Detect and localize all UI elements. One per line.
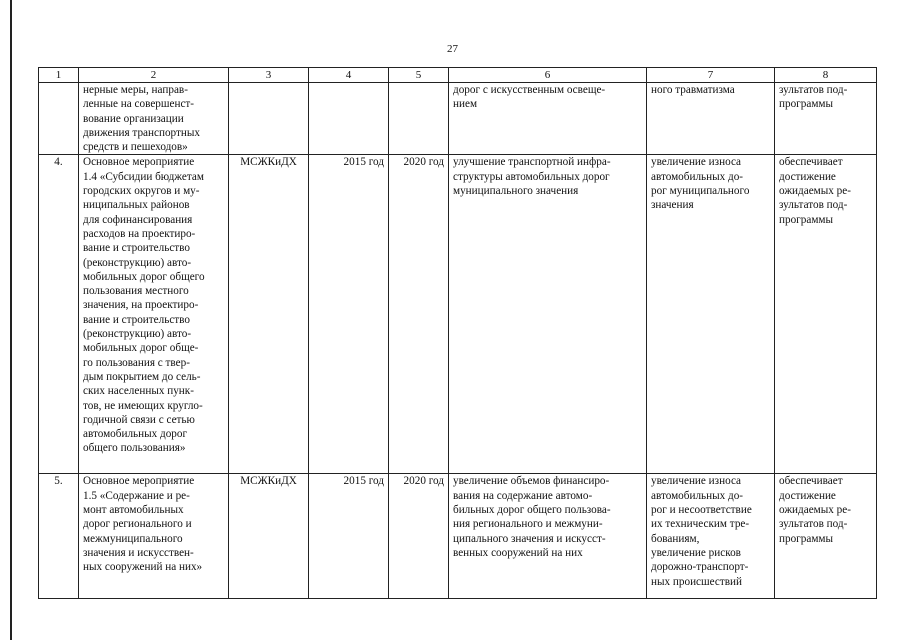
table-row bbox=[39, 83, 877, 155]
end-year bbox=[389, 83, 449, 155]
non-implementation-consequence: увеличение износа автомобильных до- рог и несоответствие их техническим тре- бованиям, увеличение рисков дорожно-транспорт- ных происшествий bbox=[647, 474, 775, 599]
column-number: 4 bbox=[309, 68, 389, 83]
program-link: зультатов под- программы bbox=[775, 83, 877, 155]
start-year: 2015 год bbox=[309, 155, 389, 474]
table-row bbox=[39, 155, 877, 474]
row-number bbox=[39, 83, 79, 155]
table-row bbox=[39, 474, 877, 599]
column-number: 5 bbox=[389, 68, 449, 83]
end-year: 2020 год bbox=[389, 474, 449, 599]
start-year: 2015 год bbox=[309, 474, 389, 599]
program-link: обеспечивает достижение ожидаемых ре- зультатов под- программы bbox=[775, 474, 877, 599]
column-number-row bbox=[39, 68, 877, 83]
column-number: 3 bbox=[229, 68, 309, 83]
column-number: 2 bbox=[79, 68, 229, 83]
non-implementation-consequence: ного травматизма bbox=[647, 83, 775, 155]
row-number: 5. bbox=[39, 474, 79, 599]
measures-table bbox=[38, 67, 877, 599]
measure-name: нерные меры, направ- ленные на совершенст- вование организации движения транспортных средств и пешеходов» bbox=[79, 83, 229, 155]
program-link: обеспечивает достижение ожидаемых ре- зультатов под- программы bbox=[775, 155, 877, 474]
executor: МСЖКиДХ bbox=[229, 155, 309, 474]
non-implementation-consequence: увеличение износа автомобильных до- рог муниципального значения bbox=[647, 155, 775, 474]
measure-name: Основное мероприятие 1.4 «Субсидии бюджетам городских округов и му- ниципальных районов для софинансирования расходов на проектиро- вание и строительство (реконструкцию) авто- мобильных дорог общего пользования местного значения, на проектиро- вание и строительство (реконструкцию) авто- мобильных дорог обще- го пользования с твер- дым покрытием до сель- ских населенных пунк- тов, не имеющих кругло- годичной связи с сетью автомобильных дорог общего пользования» bbox=[79, 155, 229, 474]
column-number: 6 bbox=[449, 68, 647, 83]
expected-result: увеличение объемов финансиро- вания на содержание автомо- бильных дорог общего пользова- ния регионального и межмуни- ципального значения и искусст- венных сооружений на них bbox=[449, 474, 647, 599]
expected-result: дорог с искусственным освеще- нием bbox=[449, 83, 647, 155]
page-number: 27 bbox=[447, 43, 458, 55]
column-number: 1 bbox=[39, 68, 79, 83]
column-number: 7 bbox=[647, 68, 775, 83]
row-number: 4. bbox=[39, 155, 79, 474]
executor bbox=[229, 83, 309, 155]
start-year bbox=[309, 83, 389, 155]
column-number: 8 bbox=[775, 68, 877, 83]
expected-result: улучшение транспортной инфра- структуры автомобильных дорог муниципального значения bbox=[449, 155, 647, 474]
end-year: 2020 год bbox=[389, 155, 449, 474]
executor: МСЖКиДХ bbox=[229, 474, 309, 599]
measure-name: Основное мероприятие 1.5 «Содержание и ре- монт автомобильных дорог регионального и межмуниципального значения и искусствен- ных сооружений на них» bbox=[79, 474, 229, 599]
margin-rule bbox=[10, 0, 12, 640]
